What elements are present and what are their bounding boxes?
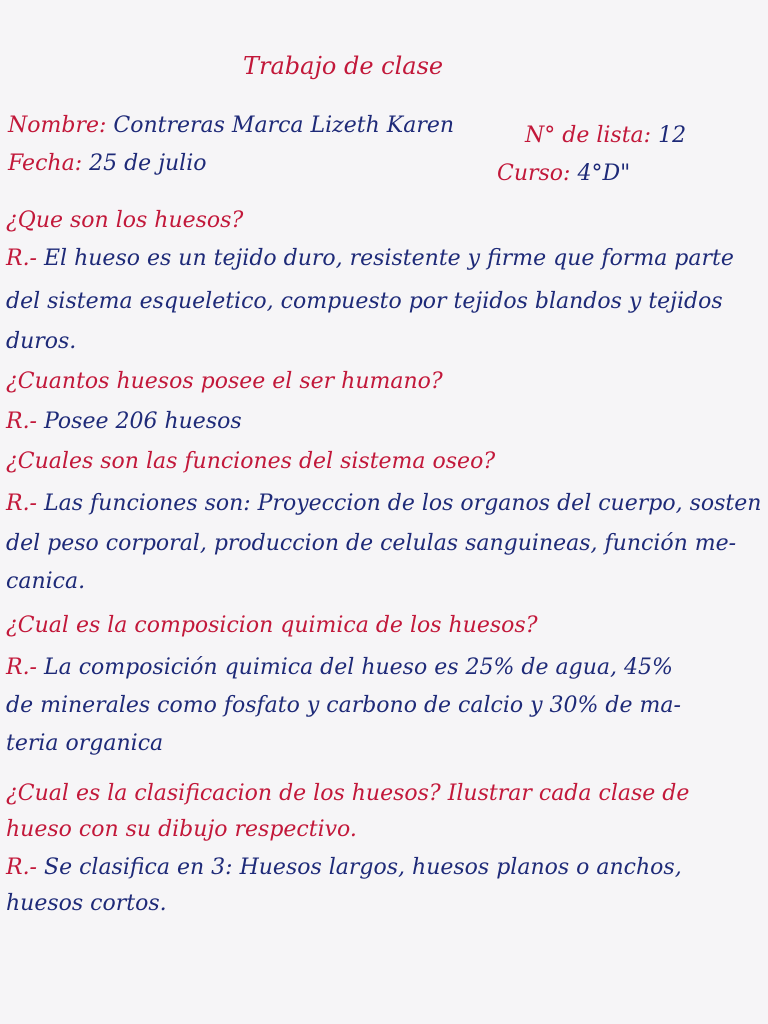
- answer-5-line-1: R.- Se clasifica en 3: Huesos largos, huesos planos o anchos,: [6, 855, 682, 880]
- course-row: [497, 160, 630, 188]
- answer-1-line-1: R.- El hueso es un tejido duro, resistente y firme que forma parte: [6, 246, 734, 271]
- name-row: [8, 112, 454, 140]
- answer-2-line-1: R.- Posee 206 huesos: [6, 409, 242, 434]
- course-label: Curso:: [497, 161, 571, 186]
- answer-prefix: R.-: [6, 491, 37, 516]
- answer-3-line-2: del peso corporal, produccion de celulas sanguineas, función me-: [6, 531, 737, 556]
- question-3: ¿Cuales son las funciones del sistema oseo?: [6, 449, 496, 474]
- answer-4-line-2: de minerales como fosfato y carbono de calcio y 30% de ma-: [6, 693, 681, 718]
- name-value: Contreras Marca Lizeth Karen: [113, 113, 455, 138]
- question-4: ¿Cual es la composicion quimica de los huesos?: [6, 613, 538, 638]
- page-title: Trabajo de clase: [243, 52, 444, 80]
- answer-3-line-1: R.- Las funciones son: Proyeccion de los organos del cuerpo, sosten: [6, 491, 762, 516]
- name-label: Nombre:: [8, 113, 107, 138]
- answer-3-line-3: canica.: [6, 569, 86, 594]
- question-2: ¿Cuantos huesos posee el ser humano?: [6, 369, 443, 394]
- date-label: Fecha:: [8, 151, 83, 176]
- answer-prefix: R.-: [6, 246, 37, 271]
- answer-5-line-2: huesos cortos.: [6, 891, 167, 916]
- course-value: 4°D": [577, 161, 631, 186]
- list-number-value: 12: [658, 123, 687, 148]
- question-1: ¿Que son los huesos?: [6, 208, 244, 233]
- date-row: [8, 150, 207, 178]
- list-number-row: [525, 122, 686, 150]
- question-5-line-1: ¿Cual es la clasificacion de los huesos? Ilustrar cada clase de: [6, 781, 690, 806]
- date-value: 25 de julio: [89, 151, 207, 176]
- answer-prefix: R.-: [6, 409, 37, 434]
- answer-4-line-3: teria organica: [6, 731, 164, 756]
- answer-1-line-3: duros.: [6, 329, 77, 354]
- answer-4-line-1: R.- La composición quimica del hueso es 25% de agua, 45%: [6, 655, 673, 680]
- list-number-label: N° de lista:: [525, 123, 652, 148]
- answer-prefix: R.-: [6, 655, 37, 680]
- answer-1-line-2: del sistema esqueletico, compuesto por tejidos blandos y tejidos: [6, 289, 723, 314]
- question-5-line-2: hueso con su dibujo respectivo.: [6, 817, 357, 842]
- answer-prefix: R.-: [6, 855, 37, 880]
